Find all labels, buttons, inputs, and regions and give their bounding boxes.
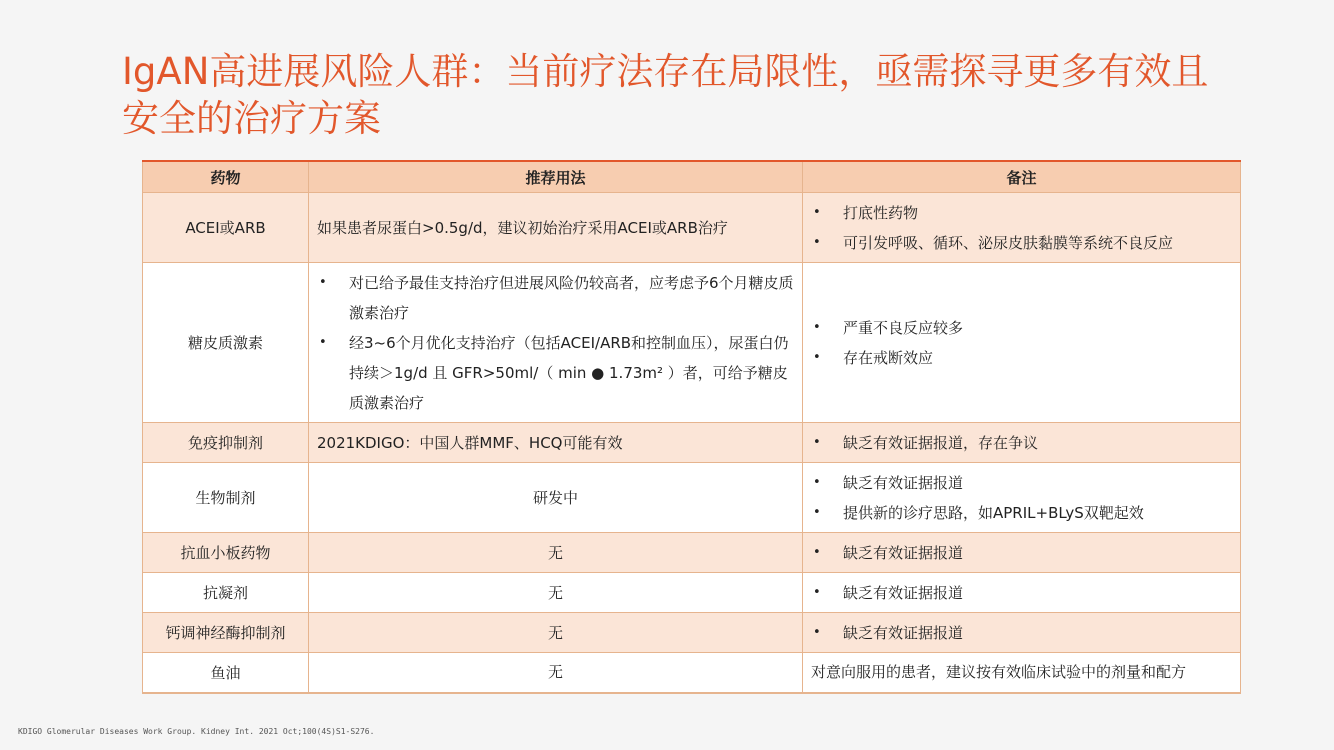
note-item: • 存在戒断效应 [811, 343, 1232, 373]
bullet-icon: • [813, 624, 821, 640]
bullet-icon: • [319, 274, 327, 290]
usage-cell [309, 423, 803, 463]
usage-cell [309, 653, 803, 693]
usage-cell [309, 573, 803, 613]
usage-text: 无 [547, 543, 563, 562]
usage-text: 如果患者尿蛋白>0.5g/d，建议初始治疗采用ACEI或ARB治疗 [317, 218, 728, 237]
note-item: • 缺乏有效证据报道 [811, 538, 1232, 568]
bullet-icon: • [813, 319, 821, 335]
bullet-icon: • [319, 334, 327, 350]
table-row [143, 263, 1241, 423]
title-line-1: IgAN高进展风险人群：当前疗法存在局限性，亟需探寻更多有效且 [122, 50, 1209, 93]
bullet-icon: • [813, 584, 821, 600]
usage-cell [309, 193, 803, 263]
table-row [143, 423, 1241, 463]
notes-cell [803, 533, 1241, 573]
usage-cell [309, 533, 803, 573]
bullet-icon: • [813, 434, 821, 450]
notes-cell [803, 613, 1241, 653]
table-row [143, 463, 1241, 533]
usage-text: 无 [547, 583, 563, 602]
header-notes: 备注 [803, 161, 1241, 193]
usage-cell [309, 613, 803, 653]
table-row [143, 653, 1241, 693]
drug-name: 鱼油 [143, 653, 309, 693]
drug-name: ACEI或ARB [143, 193, 309, 263]
table-row [143, 573, 1241, 613]
drug-name: 抗凝剂 [143, 573, 309, 613]
drug-name: 生物制剂 [143, 463, 309, 533]
bullet-icon: • [813, 349, 821, 365]
drug-name: 抗血小板药物 [143, 533, 309, 573]
table-row [143, 533, 1241, 573]
note-item: • 提供新的诊疗思路，如APRIL+BLyS双靶起效 [811, 498, 1232, 528]
notes-cell [803, 573, 1241, 613]
usage-cell [309, 263, 803, 423]
usage-text: 2021KDIGO：中国人群MMF、HCQ可能有效 [317, 433, 623, 452]
notes-cell [803, 263, 1241, 423]
usage-item: • 对已给予最佳支持治疗但进展风险仍较高者，应考虑予6个月糖皮质激素治疗 [317, 268, 794, 328]
header-drug: 药物 [143, 161, 309, 193]
note-text: 对意向服用的患者，建议按有效临床试验中的剂量和配方 [811, 663, 1187, 682]
note-item: • 缺乏有效证据报道 [811, 468, 1232, 498]
note-item: • 打底性药物 [811, 198, 1232, 228]
header-usage: 推荐用法 [309, 161, 803, 193]
bullet-icon: • [813, 504, 821, 520]
table-row [143, 613, 1241, 653]
bullet-icon: • [813, 544, 821, 560]
drug-name: 糖皮质激素 [143, 263, 309, 423]
table-row [143, 193, 1241, 263]
notes-cell [803, 653, 1241, 693]
usage-text: 无 [547, 623, 563, 642]
usage-item: • 经3~6个月优化支持治疗（包括ACEI/ARB和控制血压），尿蛋白仍持续＞1g/d 且 GFR>50ml/（ min ● 1.73m² ）者，可给予糖皮质激素治疗 [317, 328, 794, 418]
notes-cell [803, 193, 1241, 263]
table-header-row [143, 161, 1241, 193]
source-citation: KDIGO Glomerular Diseases Work Group. Kidney Int. 2021 Oct;100(4S)S1-S276. [18, 727, 375, 736]
usage-text: 研发中 [532, 488, 578, 507]
usage-text: 无 [547, 663, 563, 682]
note-item: • 可引发呼吸、循环、泌尿皮肤黏膜等系统不良反应 [811, 228, 1232, 258]
bullet-icon: • [813, 234, 821, 250]
drug-table [142, 160, 1241, 694]
usage-cell [309, 463, 803, 533]
page-title [122, 48, 1272, 142]
drug-name: 免疫抑制剂 [143, 423, 309, 463]
notes-cell [803, 423, 1241, 463]
note-item: • 缺乏有效证据报道 [811, 618, 1232, 648]
bullet-icon: • [813, 204, 821, 220]
note-item: • 缺乏有效证据报道 [811, 578, 1232, 608]
bullet-icon: • [813, 474, 821, 490]
title-line-2: 安全的治疗方案 [122, 97, 381, 140]
note-item: • 严重不良反应较多 [811, 313, 1232, 343]
note-item: • 缺乏有效证据报道，存在争议 [811, 428, 1232, 458]
notes-cell [803, 463, 1241, 533]
drug-name: 钙调神经酶抑制剂 [143, 613, 309, 653]
